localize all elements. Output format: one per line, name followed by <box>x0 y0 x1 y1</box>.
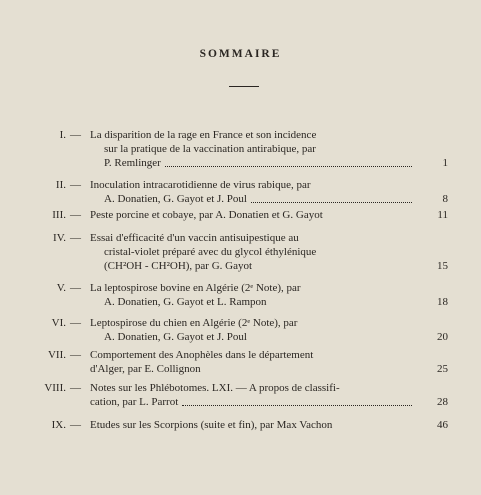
toc-entry-number: V. <box>56 282 66 294</box>
toc-entry-page: 15 <box>437 260 448 272</box>
leader-dots <box>182 395 412 406</box>
toc-entry-number: IV. <box>53 232 66 244</box>
toc-entry-number: VII. <box>47 349 66 361</box>
toc-entry-title <box>90 231 416 273</box>
toc-entry-page: 46 <box>437 419 448 431</box>
toc-entry-line: Inoculation intracarotidienne de virus rabique, par <box>90 179 311 191</box>
toc-entry-title <box>90 281 416 309</box>
toc-entry-dash: — <box>70 209 81 221</box>
toc-entry-number: I. <box>59 129 66 141</box>
toc-entry-title <box>90 418 416 432</box>
toc-entry-dash: — <box>70 129 81 141</box>
toc-entry-line: A. Donatien, G. Gayot et J. Poul <box>104 331 247 343</box>
leader-dots <box>251 192 412 203</box>
toc-entry-number: VI. <box>51 317 66 329</box>
title-rule <box>229 86 259 87</box>
toc-entry-page: 8 <box>442 193 448 205</box>
toc-entry-line: d'Alger, par E. Collignon <box>90 363 201 375</box>
toc-entry-line: Etudes sur les Scorpions (suite et fin), par Max Vachon <box>90 419 333 431</box>
toc-entry-line: La disparition de la rage en France et son incidence <box>90 129 317 141</box>
toc-entry-line: cristal-violet préparé avec du glycol éthylénique <box>104 246 317 258</box>
toc-entry-dash: — <box>70 179 81 191</box>
toc-entry-line: (CH²OH - CH²OH), par G. Gayot <box>104 260 253 272</box>
toc-entry-number: III. <box>52 209 66 221</box>
toc-entry-line: Essai d'efficacité d'un vaccin antisuipestique au <box>90 232 299 244</box>
toc-entry-line: Leptospirose du chien en Algérie (2ᵉ Note), par <box>90 317 298 329</box>
toc-entry-line: A. Donatien, G. Gayot et J. Poul <box>90 192 416 206</box>
toc-entry-number: II. <box>55 179 66 191</box>
toc-entry-title <box>90 178 416 206</box>
toc-entry-title <box>90 381 416 409</box>
toc-entry-line: Peste porcine et cobaye, par A. Donatien et G. Gayot <box>90 209 323 221</box>
toc-entry-page: 25 <box>437 363 448 375</box>
toc-entry-number: VIII. <box>44 382 66 394</box>
toc-entry-page: 20 <box>437 331 448 343</box>
toc-entry-line: Notes sur les Phlébotomes. LXI. — A propos de classifi- <box>90 382 340 394</box>
leader-dots <box>165 156 412 167</box>
toc-entry-page: 1 <box>442 157 448 169</box>
toc-entry-line: La leptospirose bovine en Algérie (2ᵉ Note), par <box>90 282 301 294</box>
toc-entry-line: Comportement des Anophèles dans le département <box>90 349 314 361</box>
toc-entry-line: cation, par L. Parrot <box>90 395 416 409</box>
toc-entry-dash: — <box>70 382 81 394</box>
toc-entry-number: IX. <box>51 419 66 431</box>
toc-entry-dash: — <box>70 232 81 244</box>
toc-entry-line: A. Donatien, G. Gayot et L. Rampon <box>104 296 267 308</box>
toc-entry-line: P. Remlinger <box>90 156 416 170</box>
toc-entry-title <box>90 128 416 170</box>
toc-entry-page: 18 <box>437 296 448 308</box>
toc-entry-title <box>90 208 416 222</box>
page-title: SOMMAIRE <box>199 48 282 60</box>
toc-entry-page: 28 <box>437 396 448 408</box>
toc-entry-title <box>90 316 416 344</box>
toc-entry-dash: — <box>70 419 81 431</box>
toc-entry-title <box>90 348 416 376</box>
toc-entry-dash: — <box>70 317 81 329</box>
toc-entry-dash: — <box>70 282 81 294</box>
toc-entry-page: 11 <box>437 209 448 221</box>
toc-entry-line: sur la pratique de la vaccination antirabique, par <box>104 143 316 155</box>
toc-entry-dash: — <box>70 349 81 361</box>
